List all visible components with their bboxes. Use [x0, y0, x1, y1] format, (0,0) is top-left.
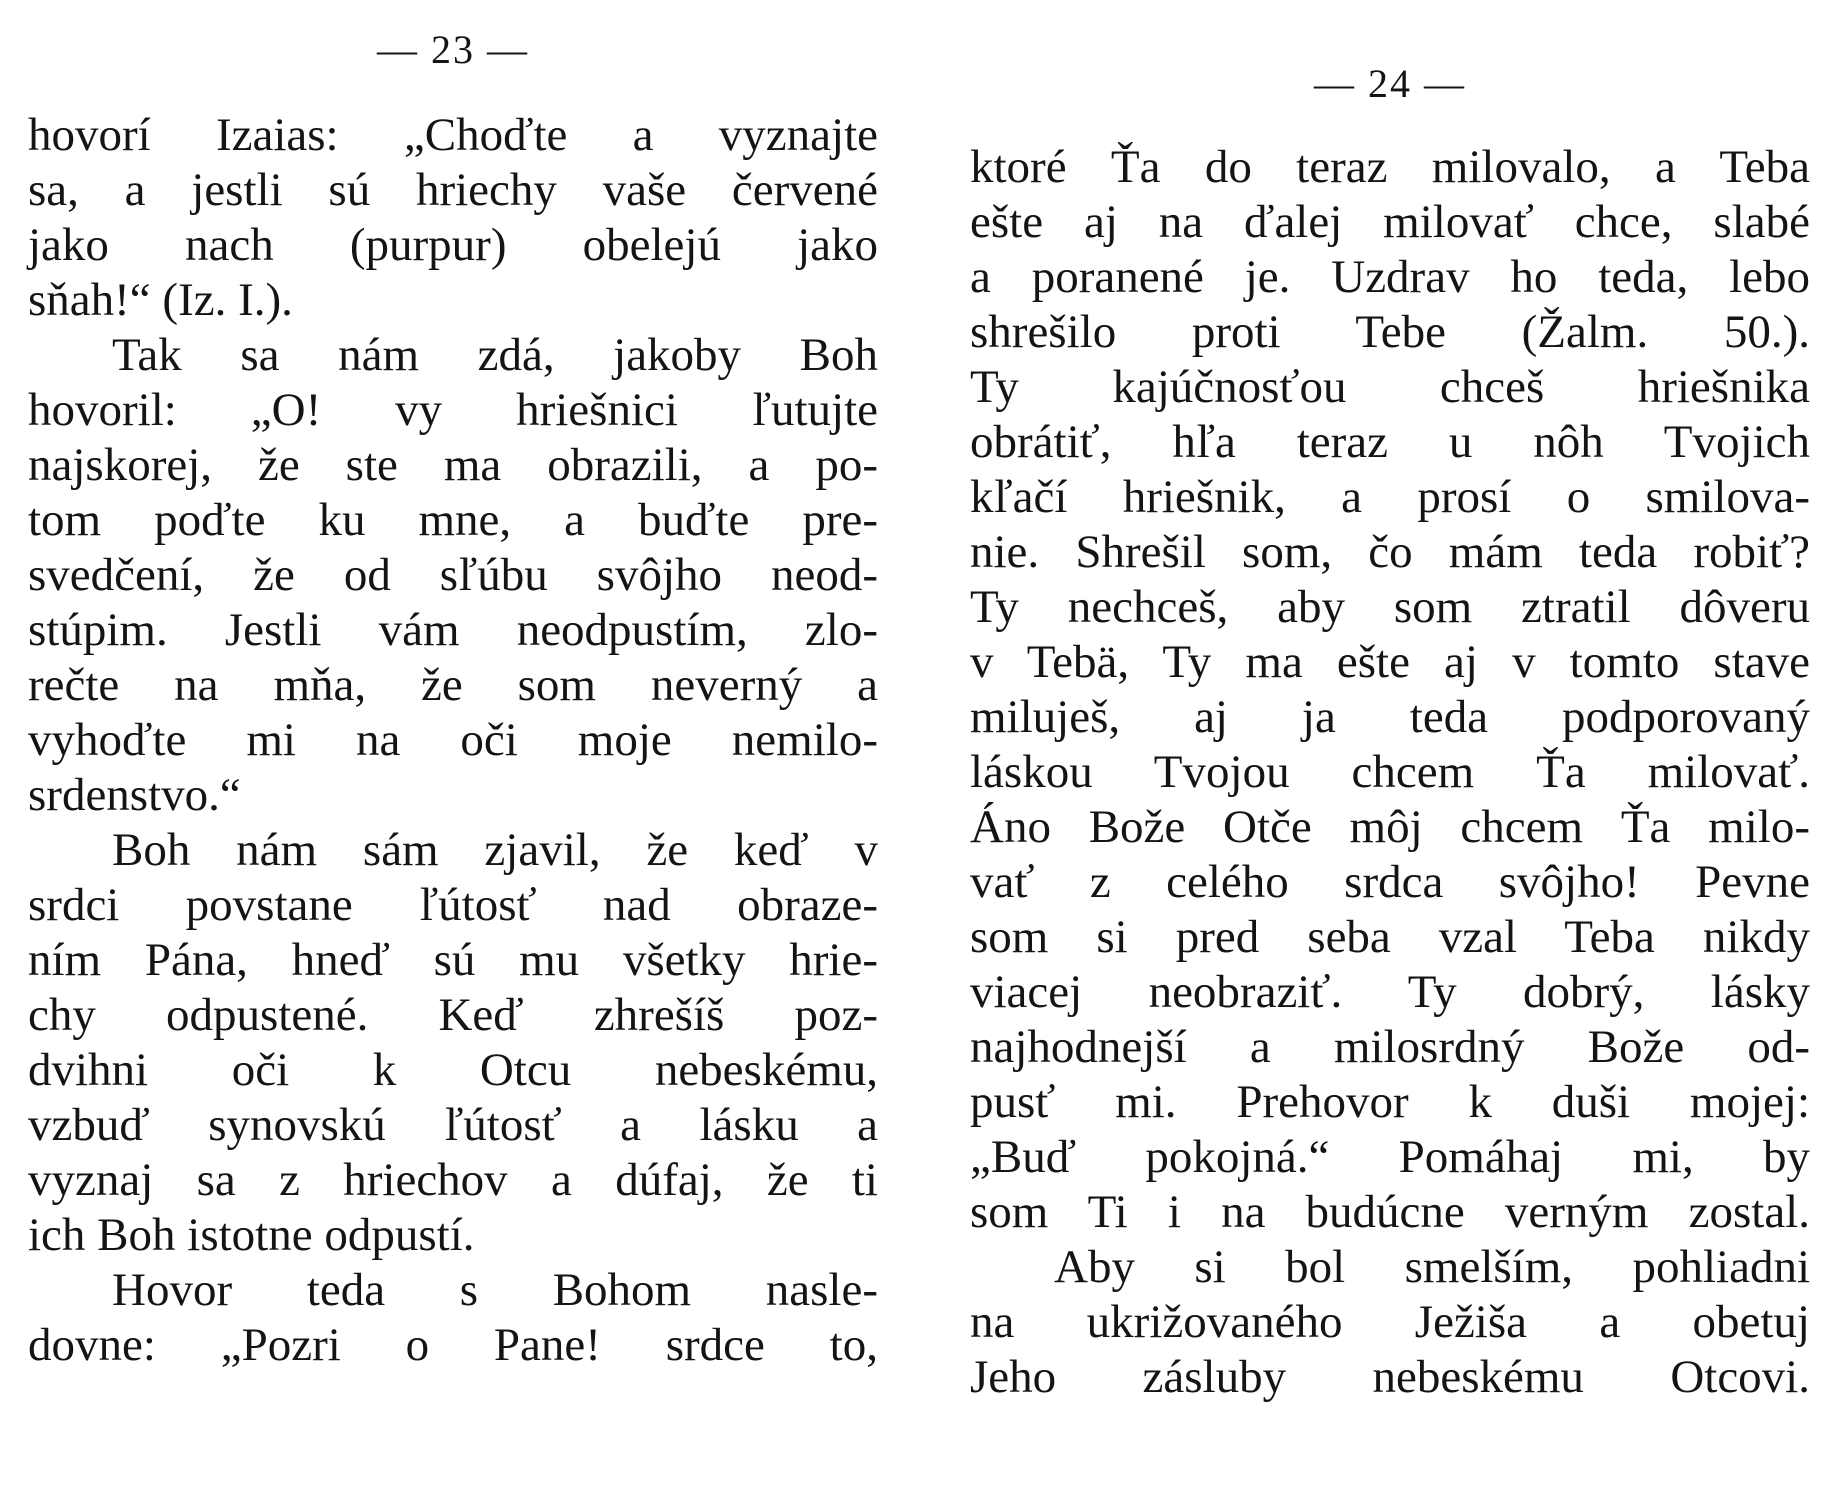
- text-line: ním Pána, hneď sú mu všetky hrie-: [28, 934, 878, 986]
- text-line: som si pred seba vzal Teba nikdy: [970, 911, 1810, 963]
- text-line: Ty nechceš, aby som ztratil dôveru: [970, 581, 1810, 633]
- text-line: stúpim. Jestli vám neodpustím, zlo-: [28, 604, 878, 656]
- text-line: tom poďte ku mne, a buďte pre-: [28, 494, 878, 546]
- text-line: Boh nám sám zjavil, že keď v: [112, 824, 878, 876]
- text-line: v Tebä, Ty ma ešte aj v tomto stave: [970, 636, 1810, 688]
- page-text: [970, 140, 1810, 1405]
- text-line: vať z celého srdca svôjho! Pevne: [970, 856, 1810, 908]
- text-line: vzbuď synovskú ľútosť a lásku a: [28, 1099, 878, 1151]
- text-line: Hovor teda s Bohom nasle-: [112, 1264, 878, 1316]
- text-line: ešte aj na ďalej milovať chce, slabé: [970, 196, 1810, 248]
- text-line: Tak sa nám zdá, jakoby Boh: [112, 329, 878, 381]
- text-line: láskou Tvojou chcem Ťa milovať.: [970, 746, 1810, 798]
- text-line: Aby si bol smelším, pohliadni: [1054, 1241, 1810, 1293]
- text-line: ich Boh istotne odpustí.: [28, 1209, 475, 1261]
- text-line: dovne: „Pozri o Pane! srdce to,: [28, 1319, 878, 1371]
- text-line: dvihni oči k Otcu nebeskému,: [28, 1044, 878, 1096]
- text-line: som Ti i na budúcne verným zostal.: [970, 1186, 1810, 1238]
- text-line: svedčení, že od sľúbu svôjho neod-: [28, 549, 878, 601]
- text-line: rečte na mňa, že som neverný a: [28, 659, 878, 711]
- text-line: srdci povstane ľútosť nad obraze-: [28, 879, 878, 931]
- text-line: kľačí hriešnik, a prosí o smilova-: [970, 471, 1810, 523]
- text-line: Jeho zásluby nebeskému Otcovi.: [970, 1351, 1810, 1403]
- text-line: vyhoďte mi na oči moje nemilo-: [28, 714, 878, 766]
- text-line: a poranené je. Uzdrav ho teda, lebo: [970, 251, 1810, 303]
- text-line: obrátiť, hľa teraz u nôh Tvojich: [970, 416, 1810, 468]
- text-line: srdenstvo.“: [28, 769, 241, 821]
- text-line: sňah!“ (Iz. I.).: [28, 274, 293, 326]
- text-line: „Buď pokojná.“ Pomáhaj mi, by: [970, 1131, 1810, 1183]
- page-left: [28, 0, 878, 1500]
- text-line: najskorej, že ste ma obrazili, a po-: [28, 439, 878, 491]
- text-line: pusť mi. Prehovor k duši mojej:: [970, 1076, 1810, 1128]
- page-number: — 23 —: [377, 27, 529, 72]
- text-line: viacej neobraziť. Ty dobrý, lásky: [970, 966, 1810, 1018]
- text-line: najhodnejší a milosrdný Bože od-: [970, 1021, 1810, 1073]
- text-line: jako nach (purpur) obelejú jako: [28, 219, 878, 271]
- text-line: sa, a jestli sú hriechy vaše červené: [28, 164, 878, 216]
- text-line: vyznaj sa z hriechov a dúfaj, že ti: [28, 1154, 878, 1206]
- text-line: hovoril: „O! vy hriešnici ľutujte: [28, 384, 878, 436]
- text-line: Áno Bože Otče môj chcem Ťa milo-: [970, 801, 1810, 853]
- text-line: shrešilo proti Tebe (Žalm. 50.).: [970, 306, 1810, 358]
- text-line: miluješ, aj ja teda podporovaný: [970, 691, 1810, 743]
- page-number: — 24 —: [1314, 61, 1466, 106]
- text-line: hovorí Izaias: „Choďte a vyznajte: [28, 109, 878, 161]
- page-text: [28, 108, 878, 1373]
- text-line: Ty kajúčnosťou chceš hriešnika: [970, 361, 1810, 413]
- text-line: na ukrižovaného Ježiša a obetuj: [970, 1296, 1810, 1348]
- page-right: [970, 0, 1810, 1500]
- text-line: nie. Shrešil som, čo mám teda robiť?: [970, 526, 1810, 578]
- text-line: chy odpustené. Keď zhrešíš poz-: [28, 989, 878, 1041]
- text-line: ktoré Ťa do teraz milovalo, a Teba: [970, 141, 1810, 193]
